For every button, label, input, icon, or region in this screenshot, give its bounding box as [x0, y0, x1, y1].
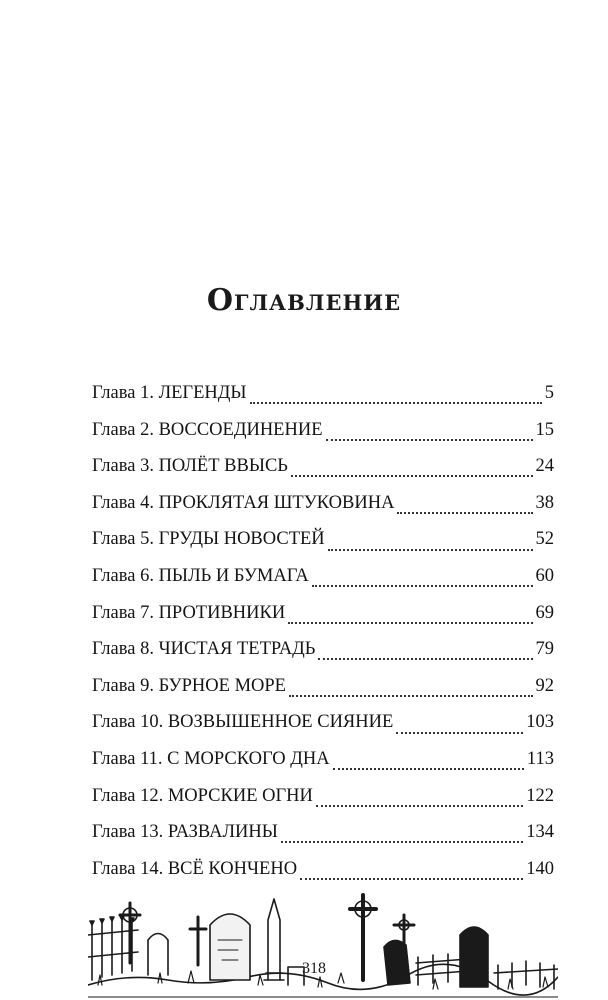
chapter-page-number: 69	[535, 602, 554, 623]
dot-leader	[316, 791, 523, 807]
toc-entry	[92, 375, 554, 412]
toc-entry	[92, 595, 554, 632]
chapter-page-number: 122	[526, 785, 554, 806]
chapter-title: Глава 13. РАЗВАЛИНЫ	[92, 822, 278, 843]
dot-leader	[291, 461, 533, 477]
chapter-page-number: 103	[526, 712, 554, 733]
dot-leader	[250, 388, 542, 404]
chapter-page-number: 5	[544, 383, 554, 403]
toc-entry	[92, 851, 554, 888]
chapter-page-number: 140	[526, 858, 554, 879]
chapter-page-number: 113	[526, 748, 554, 769]
chapter-title: Глава 3. ПОЛЁТ ВВЫСЬ	[92, 456, 288, 477]
chapter-page-number: 60	[535, 565, 554, 586]
chapter-title: Глава 9. БУРНОЕ МОРЕ	[92, 675, 286, 696]
chapter-title: Глава 11. С МОРСКОГО ДНА	[92, 748, 330, 769]
chapter-title: Глава 5. ГРУДЫ НОВОСТЕЙ	[92, 529, 325, 550]
chapter-title: Глава 4. ПРОКЛЯТАЯ ШТУКОВИНА	[92, 492, 395, 513]
chapter-title: Глава 1. ЛЕГЕНДЫ	[92, 383, 247, 403]
page-title: Оглавление	[206, 283, 402, 318]
chapter-page-number: 134	[526, 822, 554, 843]
chapter-page-number: 52	[535, 529, 554, 550]
chapter-title: Глава 14. ВСЁ КОНЧЕНО	[92, 858, 298, 879]
dot-leader	[312, 571, 533, 587]
chapter-title: Глава 7. ПРОТИВНИКИ	[92, 602, 286, 623]
toc-entry	[92, 704, 554, 741]
toc-entry	[92, 778, 554, 815]
dot-leader	[397, 498, 532, 514]
toc-entry	[92, 558, 554, 595]
dot-leader	[300, 864, 523, 880]
chapter-title: Глава 8. ЧИСТАЯ ТЕТРАДЬ	[92, 639, 316, 660]
table-of-contents	[92, 375, 554, 887]
toc-entry	[92, 668, 554, 705]
dot-leader	[288, 608, 532, 624]
toc-entry	[92, 741, 554, 778]
dot-leader	[318, 644, 532, 660]
toc-entry	[92, 412, 554, 449]
chapter-title: Глава 12. МОРСКИЕ ОГНИ	[92, 785, 313, 806]
dot-leader	[396, 718, 523, 734]
dot-leader	[281, 827, 523, 843]
toc-entry	[92, 448, 554, 485]
dot-leader	[326, 425, 533, 441]
graveyard-illustration	[88, 885, 558, 1000]
chapter-page-number: 38	[535, 492, 554, 513]
toc-entry	[92, 814, 554, 851]
chapter-page-number: 92	[535, 675, 554, 696]
toc-entry	[92, 631, 554, 668]
dot-leader	[289, 681, 533, 697]
toc-entry	[92, 485, 554, 522]
toc-entry	[92, 521, 554, 558]
chapter-title: Глава 10. ВОЗВЫШЕННОЕ СИЯНИЕ	[92, 712, 394, 733]
dot-leader	[328, 535, 533, 551]
page-number: 318	[302, 960, 326, 977]
chapter-title: Глава 2. ВОССОЕДИНЕНИЕ	[92, 419, 323, 440]
chapter-page-number: 15	[535, 419, 554, 440]
chapter-title: Глава 6. ПЫЛЬ И БУМАГА	[92, 565, 309, 586]
dot-leader	[333, 754, 524, 770]
chapter-page-number: 24	[535, 456, 554, 477]
chapter-page-number: 79	[535, 639, 554, 660]
